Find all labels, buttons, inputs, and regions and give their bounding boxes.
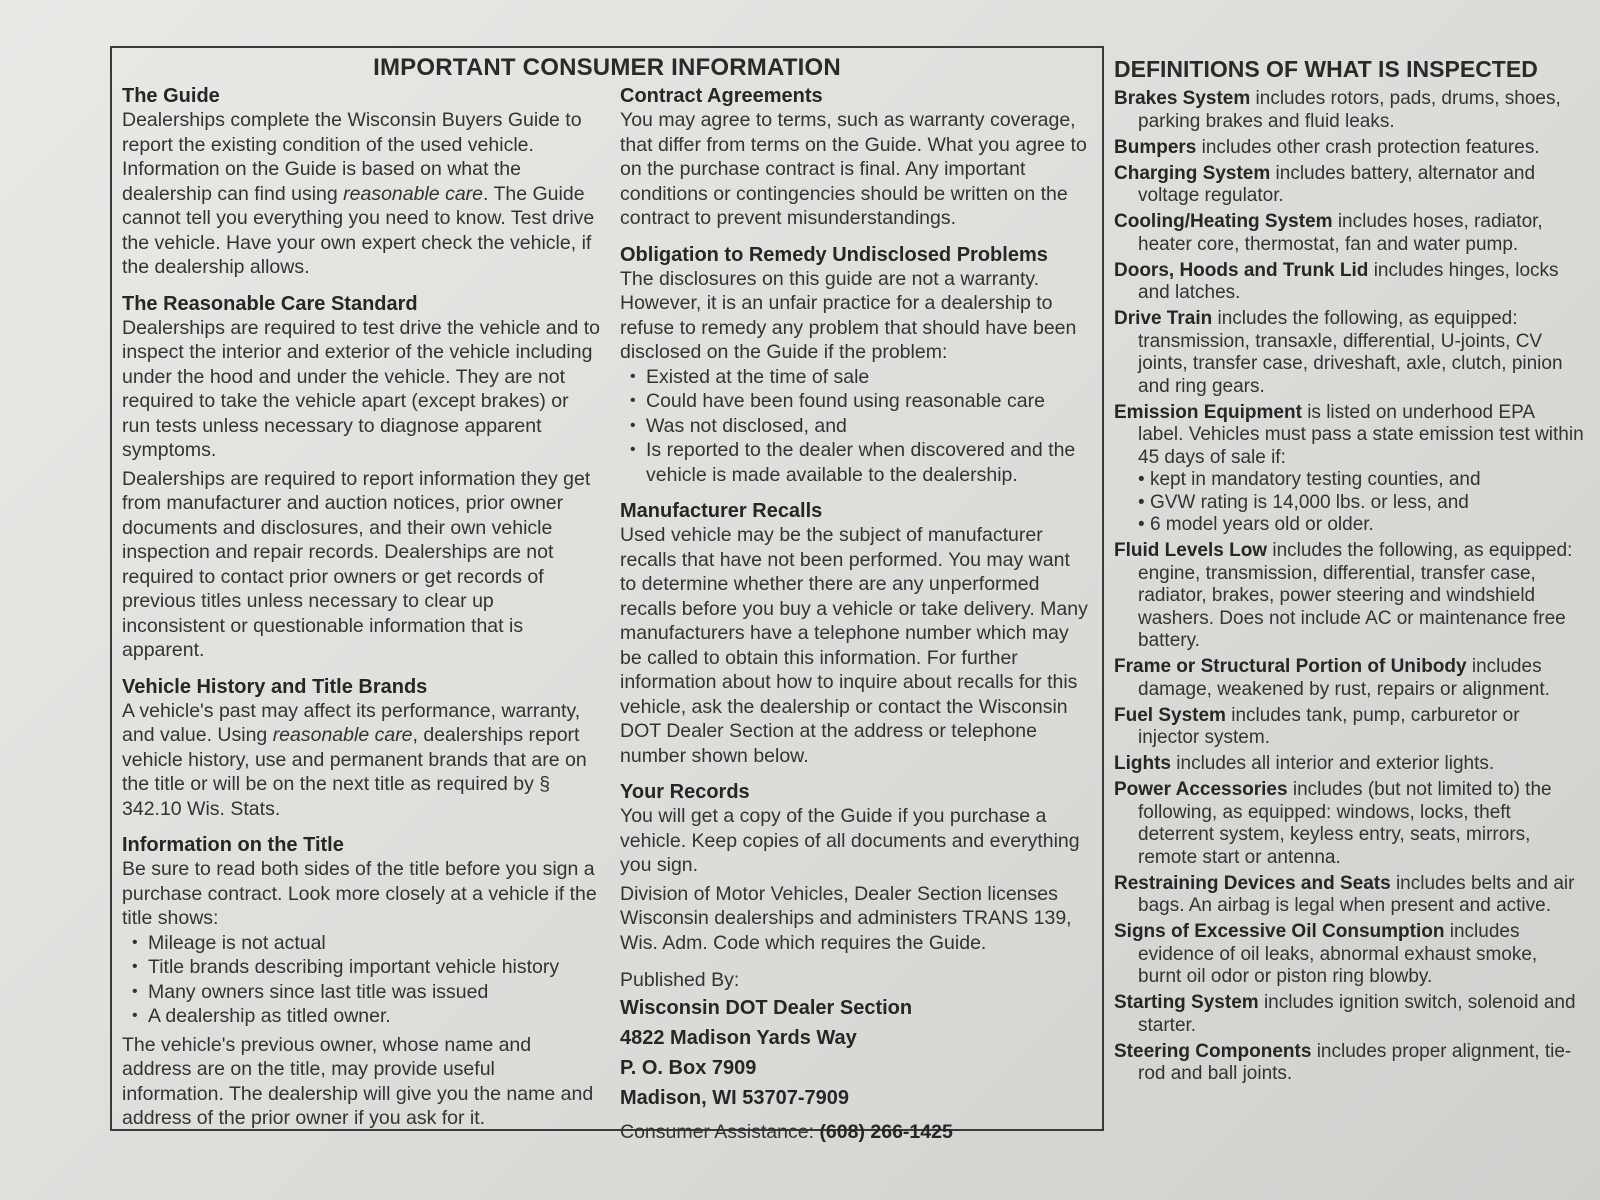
definition-fuel-system xyxy=(1114,705,1584,750)
section-heading: Obligation to Remedy Undisclosed Problems xyxy=(620,243,1048,266)
bullet-item: • A dealership as titled owner. xyxy=(122,1004,602,1029)
bullet-item: • Title brands describing important vehicle history xyxy=(122,955,602,980)
section-heading: Vehicle History and Title Brands xyxy=(122,675,428,698)
definition-text: includes evidence of oil leaks, abnormal exhaust smoke, burnt oil odor or piston ring blowby. xyxy=(1138,921,1538,987)
definition-text: includes battery, alternator and voltage regulator. xyxy=(1138,162,1536,206)
definition-term: Drive Train xyxy=(1114,308,1213,329)
bullet-item: • Existed at the time of sale xyxy=(620,365,1090,390)
section-vehicle-history-and-title-brands xyxy=(122,675,602,822)
publisher-city: Madison, WI 53707-7909 xyxy=(620,1087,849,1109)
published-by xyxy=(620,967,1090,1145)
definition-text: includes (but not limited to) the following, as equipped: windows, locks, theft deterrent system, keyless entry, seats, mirrors, remote start or antenna. xyxy=(1138,779,1552,868)
definition-lights xyxy=(1114,753,1584,776)
section-heading: Contract Agreements xyxy=(620,85,823,107)
section-heading: The Guide xyxy=(122,85,220,107)
definition-term: Doors, Hoods and Trunk Lid xyxy=(1114,259,1369,281)
bullet-item: • Could have been found using reasonable care xyxy=(620,389,1090,414)
publisher-po-box: P. O. Box 7909 xyxy=(620,1057,757,1079)
definitions-list xyxy=(1114,88,1584,1086)
section-information-on-the-title xyxy=(122,833,602,1131)
definitions-title: DEFINITIONS OF WHAT IS INSPECTED xyxy=(1114,56,1538,82)
definition-term: Lights xyxy=(1114,753,1171,774)
consumer-columns xyxy=(122,84,1092,1145)
definition-brakes-system xyxy=(1114,88,1584,133)
definition-text: includes the following, as equipped: engine, transmission, differential, transfer case, radiator, brakes, power steering and windshield washers. Does not include AC or maintenance free battery. xyxy=(1138,540,1573,651)
bullet-item: • Was not disclosed, and xyxy=(620,414,1090,439)
definition-text: includes damage, weakened by rust, repairs or alignment. xyxy=(1138,656,1550,700)
section-manufacturer-recalls xyxy=(620,499,1090,768)
section-heading: Information on the Title xyxy=(122,834,344,856)
middle-column xyxy=(620,84,1090,1145)
definition-doors-hoods-and-trunk-lid xyxy=(1114,260,1584,305)
consumer-assistance xyxy=(620,1119,1090,1145)
section-paragraph: Be sure to read both sides of the title before you sign a purchase contract. Look more closely at a vehicle if the title shows: xyxy=(122,858,597,929)
section-obligation-to-remedy-undisclosed-problems xyxy=(620,243,1090,488)
definition-text: includes proper alignment, tie-rod and ball joints. xyxy=(1138,1040,1572,1084)
definition-starting-system xyxy=(1114,992,1584,1037)
section-heading: Manufacturer Recalls xyxy=(620,500,823,522)
definition-text: includes hinges, locks and latches. xyxy=(1138,259,1559,303)
section-the-guide xyxy=(122,84,602,280)
definition-term: Frame or Structural Portion of Unibody xyxy=(1114,656,1467,677)
definition-text: includes the following, as equipped: transmission, transaxle, differential, U-joints, CV joints, transfer case, driveshaft, axle, clutch, pinion and ring gears. xyxy=(1138,308,1563,397)
section-heading: Your Records xyxy=(620,781,750,803)
section-paragraph: A vehicle's past may affect its performance, warranty, and value. Using reasonable care, dealerships report vehicle history, use and permanent brands that are on the title or will be on the next title as required by § 342.10 Wis. Stats. xyxy=(122,699,587,820)
definition-text: includes belts and air bags. An airbag is legal when present and active. xyxy=(1138,872,1575,916)
definition-subitem: • 6 model years old or older. xyxy=(1138,514,1584,537)
definition-bumpers xyxy=(1114,137,1584,160)
definition-term: Fluid Levels Low xyxy=(1114,540,1268,561)
consumer-assistance-phone: (608) 266-1425 xyxy=(819,1121,953,1143)
section-paragraph: Dealerships are required to report information they get from manufacturer and auction notices, prior owner documents and disclosures, and their own vehicle inspection and repair records. Dealerships are not required to contact prior owners or get records of previous titles unless necessary to clear up inconsistent or questionable information that is apparent. xyxy=(122,467,591,661)
section-paragraph: Used vehicle may be the subject of manufacturer recalls that have not been performed. You may want to determine whether there are any unperformed recalls before you buy a vehicle or take delivery. Many manufacturers have a telephone number which may be called to obtain this information. For further information about how to inquire about recalls for this vehicle, ask the dealership or contact the Wisconsin DOT Dealer Section at the address or telephone number shown below. xyxy=(620,524,1088,767)
consumer-information-box xyxy=(110,46,1104,1143)
definition-subitem: • kept in mandatory testing counties, and xyxy=(1138,469,1584,492)
definition-fluid-levels-low xyxy=(1114,540,1584,653)
section-paragraph: The disclosures on this guide are not a warranty. However, it is an unfair practice for a dealership to refuse to remedy any problem that should have been disclosed on the Guide if the problem: xyxy=(620,267,1077,363)
definitions-panel xyxy=(1114,54,1584,1089)
section-the-reasonable-care-standard xyxy=(122,292,602,663)
bullet-item: • Mileage is not actual xyxy=(122,931,602,956)
definition-signs-of-excessive-oil-consumption xyxy=(1114,921,1584,989)
definition-term: Charging System xyxy=(1114,162,1271,184)
section-your-records xyxy=(620,780,1090,955)
definition-text: includes tank, pump, carburetor or injector system. xyxy=(1138,704,1520,748)
definition-text: includes hoses, radiator, heater core, thermostat, fan and water pump. xyxy=(1138,211,1543,255)
definition-sublist xyxy=(1138,469,1584,537)
section-paragraph: You will get a copy of the Guide if you purchase a vehicle. Keep copies of all documents and everything you sign. xyxy=(620,805,1080,876)
bullet-list xyxy=(620,365,1090,488)
definition-term: Starting System xyxy=(1114,992,1259,1013)
section-paragraph: You may agree to terms, such as warranty coverage, that differ from terms on the Guide. What you agree to on the purchase contract is final. Any important conditions or contingencies should be written on the contract to prevent misunderstandings. xyxy=(620,109,1087,229)
definition-term: Emission Equipment xyxy=(1114,401,1302,423)
definition-restraining-devices-and-seats xyxy=(1114,873,1584,918)
consumer-assistance-label: Consumer Assistance: xyxy=(620,1121,815,1143)
definition-term: Fuel System xyxy=(1114,704,1226,726)
bullet-item: • Many owners since last title was issued xyxy=(122,980,602,1005)
definition-term: Restraining Devices and Seats xyxy=(1114,872,1391,894)
definition-term: Bumpers xyxy=(1114,136,1197,158)
definition-text: is listed on underhood EPA label. Vehicles must pass a state emission test within 45 days of sale if: xyxy=(1138,401,1584,468)
definition-term: Signs of Excessive Oil Consumption xyxy=(1114,921,1445,942)
publisher-name: Wisconsin DOT Dealer Section xyxy=(620,997,913,1019)
definition-term: Steering Components xyxy=(1114,1040,1312,1062)
section-paragraph: Dealerships complete the Wisconsin Buyers Guide to report the existing condition of the used vehicle. Information on the Guide is based on what the dealership can find using reasonable care. The Guide cannot tell you everything you need to know. Test drive the vehicle. Have your own expert check the vehicle, if the dealership allows. xyxy=(122,109,595,278)
definition-subitem: • GVW rating is 14,000 lbs. or less, and xyxy=(1138,492,1584,515)
definition-text: includes all interior and exterior lights. xyxy=(1176,753,1495,774)
definition-power-accessories xyxy=(1114,779,1584,869)
consumer-info-title: IMPORTANT CONSUMER INFORMATION xyxy=(373,54,841,81)
publisher-street: 4822 Madison Yards Way xyxy=(620,1027,857,1049)
section-paragraph: Dealerships are required to test drive the vehicle and to inspect the interior and exterior of the vehicle including under the hood and under the vehicle. They are not required to take the vehicle apart (except brakes) or run tests unless necessary to diagnose apparent symptoms. xyxy=(122,316,601,461)
bullet-list xyxy=(122,931,602,1029)
section-contract-agreements xyxy=(620,84,1090,231)
definition-text: includes other crash protection features. xyxy=(1201,136,1540,158)
definition-term: Cooling/Heating System xyxy=(1114,211,1333,232)
definition-term: Brakes System xyxy=(1114,88,1251,109)
definition-steering-components xyxy=(1114,1041,1584,1086)
bullet-item: • Is reported to the dealer when discovered and the vehicle is made available to the dealership. xyxy=(620,438,1090,487)
published-by-label: Published By: xyxy=(620,969,740,991)
left-column xyxy=(122,84,602,1145)
definition-charging-system xyxy=(1114,163,1584,208)
section-heading: The Reasonable Care Standard xyxy=(122,292,418,315)
definition-text: includes rotors, pads, drums, shoes, parking brakes and fluid leaks. xyxy=(1138,88,1561,132)
definition-frame-or-structural-portion-of-unibody xyxy=(1114,656,1584,701)
definition-cooling-heating-system xyxy=(1114,211,1584,256)
definition-drive-train xyxy=(1114,308,1584,398)
definition-text: includes ignition switch, solenoid and starter. xyxy=(1138,992,1576,1036)
definition-term: Power Accessories xyxy=(1114,779,1288,800)
section-paragraph: Division of Motor Vehicles, Dealer Section licenses Wisconsin dealerships and administers TRANS 139, Wis. Adm. Code which requires the Guide. xyxy=(620,882,1072,954)
definition-emission-equipment xyxy=(1114,402,1584,537)
section-paragraph: The vehicle's previous owner, whose name and address are on the title, may provide useful information. The dealership will give you the name and address of the prior owner if you ask for it. xyxy=(122,1033,594,1129)
